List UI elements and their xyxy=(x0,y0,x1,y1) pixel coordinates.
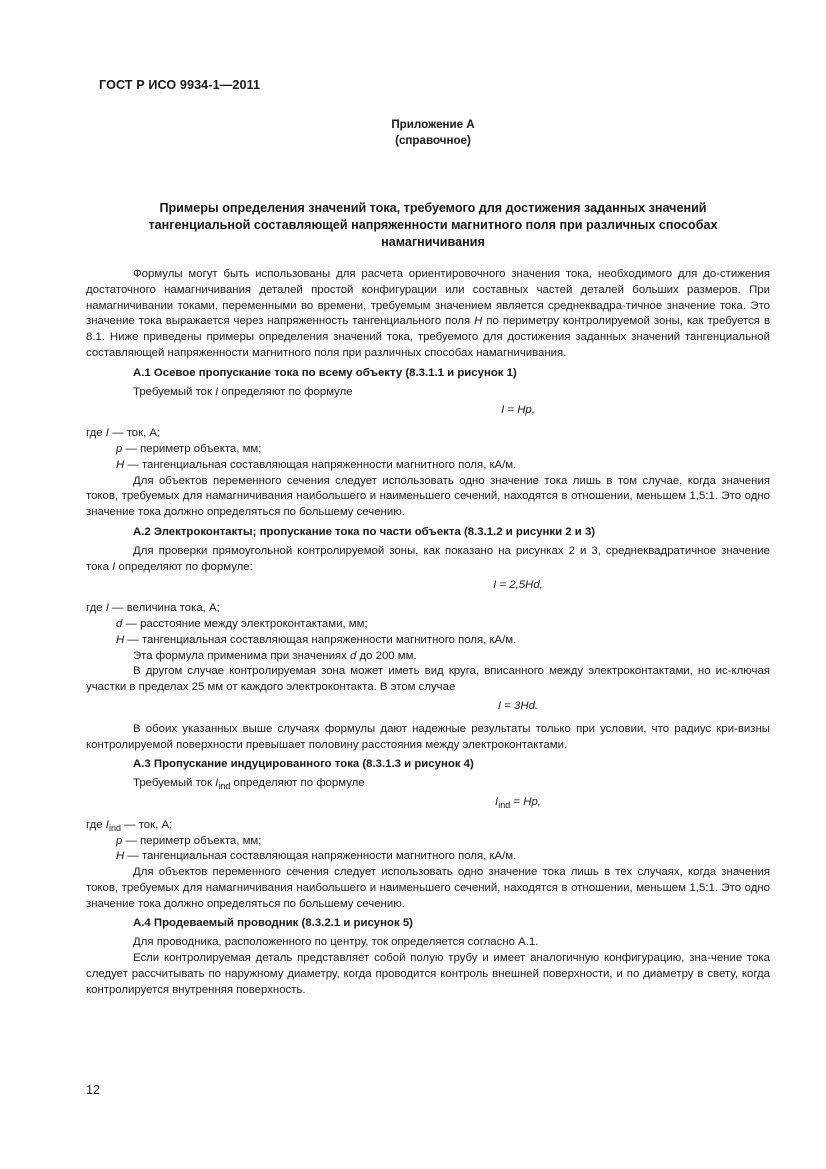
a2-requirement: Для проверки прямоугольной контролируемой зоны, как показано на рисунках 2 и 3, среднеквадратичное значение тока I определяют по формуле: xyxy=(86,544,770,573)
a2-both-cases: В обоих указанных выше случаях формулы дают надежные результаты только при условии, что радиус кри-визны контролируемой поверхности превышает половину расстояния между электроконтактами. xyxy=(86,722,770,751)
annex-heading xyxy=(0,117,826,149)
page-number: 12 xyxy=(86,1083,101,1097)
title-line: тангенциальной составляющей напряженности магнитного поля при различных способах xyxy=(148,218,718,232)
a3-formula: $I_{ind} = Hp$, xyxy=(495,795,541,810)
section-heading-a4: А.4 Продеваемый проводник (8.3.2.1 и рисунок 5) xyxy=(133,917,413,930)
a1-note: Для объектов переменного сечения следует использовать одно значение тока лишь в том случае, когда значения токов, требуемых для намагничивания наибольшего и наименьшего сечений, находятся в отношении, меньшем 1,5:1. Это одно значение тока должно определяться по большему сечению. xyxy=(86,474,770,519)
a1-formula: I = Hp, xyxy=(501,404,535,417)
standard-header: ГОСТ Р ИСО 9934-1—2011 xyxy=(99,78,261,92)
a2-where-h: H — тангенциальная составляющая напряженности магнитного поля, кА/м. xyxy=(116,633,517,646)
annex-label: Приложение А xyxy=(391,118,475,131)
a2-applicability: Эта формула применима при значениях d до 200 мм. xyxy=(133,649,417,662)
document-body xyxy=(86,267,770,998)
a1-where-h: H — тангенциальная составляющая напряженности магнитного поля, кА/м. xyxy=(116,458,517,471)
a2-where-i: где I — величина тока, А; xyxy=(86,602,220,615)
a2-formula: I = 2,5Hd, xyxy=(493,579,543,592)
a1-where-i: где I — ток, А; xyxy=(86,427,161,440)
a3-where-i: где $I_{ind}$ — ток, А; xyxy=(86,818,173,833)
a1-where-p: p — периметр объекта, мм; xyxy=(116,442,262,455)
section-heading-a3: А.3 Пропускание индуцированного тока (8.3.1.3 и рисунок 4) xyxy=(133,758,474,771)
intro-paragraph: Формулы могут быть использованы для расчета ориентировочного значения тока, необходимого для до-стижения достаточного намагничивания деталей простой конфигурации или составных частей деталей больших размеров. При намагничивании токами, переменными во времени, требуемым значением является среднеквадра-тичное значение тока. Это значение тока выражается через напряженность тангенциального поля H по периметру контролируемой зоны, как требуется в 8.1. Ниже приведены примеры определения значений тока, требуемого для достижения заданных значений тангенциальной составляющей напряженности магнитного поля при различных способах намагничивания. xyxy=(86,268,770,359)
title-line: Примеры определения значений тока, требуемого для достижения заданных значений xyxy=(159,201,707,215)
title-line: намагничивания xyxy=(381,235,485,249)
a3-requirement: Требуемый ток $I_{ind}$ определяют по формуле xyxy=(133,777,365,792)
annex-title xyxy=(96,200,770,251)
a2-other-case: В другом случае контролируемая зона может иметь вид круга, вписанного между электроконтактами, но ис-ключая участки в пределах 25 мм от каждого электроконтакта. В этом случае xyxy=(86,665,770,694)
section-heading-a2: А.2 Электроконтакты; пропускание тока по части объекта (8.3.1.2 и рисунки 2 и 3) xyxy=(133,525,596,538)
a2-formula-2: I = 3Hd. xyxy=(497,699,539,712)
annex-type: (справочное) xyxy=(395,134,471,147)
a3-where-h: H — тангенциальная составляющая напряженности магнитного поля, кА/м. xyxy=(116,850,517,863)
a4-paragraph-2: Если контролируемая деталь представляет собой полую трубу и имеет аналогичную конфигурацию, зна-чение тока следует рассчитывать по наружному диаметру, когда проводится контроль внешней поверхности, и по диаметру в свету, когда контролируется внутренняя поверхность. xyxy=(86,952,770,996)
a2-where-d: d — расстояние между электроконтактами, мм; xyxy=(116,617,368,630)
a3-note: Для объектов переменного сечения следует использовать одно значение тока лишь в тех случаях, когда значения токов, требуемых для намагничивания наибольшего и наименьшего сечений, находятся в отношении, меньшем 1,5:1. Это одно значение тока должно определяться по большему сечению. xyxy=(86,866,770,910)
section-heading-a1: А.1 Осевое пропускание тока по всему объекту (8.3.1.1 и рисунок 1) xyxy=(133,366,517,379)
a4-paragraph-1: Для проводника, расположенного по центру, ток определяется согласно А.1. xyxy=(133,936,539,949)
a1-requirement: Требуемый ток I определяют по формуле xyxy=(133,385,353,398)
a3-where-p: p — периметр объекта, мм; xyxy=(116,834,262,847)
